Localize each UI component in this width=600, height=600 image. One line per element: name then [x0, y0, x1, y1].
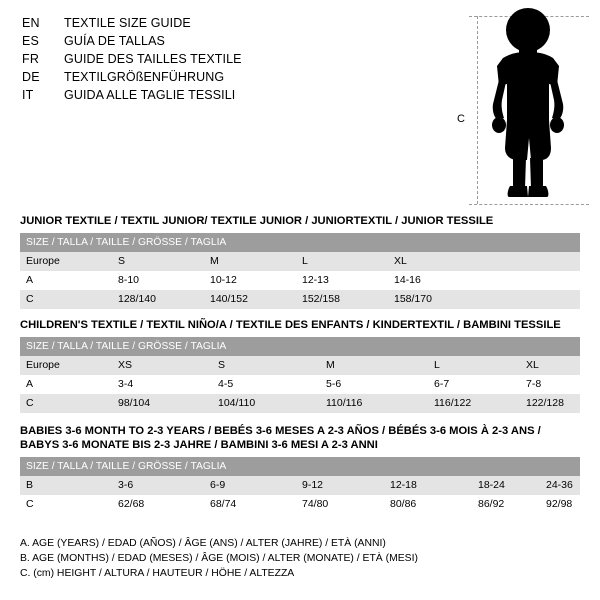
- cell: 6-7: [428, 375, 520, 394]
- cell: 12-13: [296, 271, 388, 290]
- table-row: [20, 476, 580, 495]
- table-row: [20, 356, 580, 375]
- cell: 62/68: [112, 495, 204, 514]
- title-row: [22, 68, 442, 86]
- cell: L: [428, 356, 520, 375]
- cell: A: [20, 375, 112, 394]
- table-header-row: [20, 233, 580, 252]
- title-text: TEXTILE SIZE GUIDE: [64, 16, 191, 30]
- cell: 128/140: [112, 290, 204, 309]
- table-row: [20, 290, 580, 309]
- cell: 12-18: [384, 476, 472, 495]
- cell: XL: [388, 252, 580, 271]
- table-header-label: SIZE / TALLA / TAILLE / GRÖSSE / TAGLIA: [20, 457, 580, 476]
- cell: S: [212, 356, 320, 375]
- cell: 3-4: [112, 375, 212, 394]
- table-header-label: SIZE / TALLA / TAILLE / GRÖSSE / TAGLIA: [20, 233, 580, 252]
- cell: M: [320, 356, 428, 375]
- child-silhouette-icon: [473, 8, 583, 203]
- cell: 140/152: [204, 290, 296, 309]
- table-row: [20, 375, 580, 394]
- cell: 14-16: [388, 271, 580, 290]
- cell: C: [20, 495, 112, 514]
- table-header-label: SIZE / TALLA / TAILLE / GRÖSSE / TAGLIA: [20, 337, 580, 356]
- table-header-row: [20, 337, 580, 356]
- cell: 3-6: [112, 476, 204, 495]
- section-junior-textile: [20, 214, 580, 309]
- title-block: [22, 14, 442, 104]
- title-lang-code: DE: [22, 70, 40, 84]
- section-title: JUNIOR TEXTILE / TEXTIL JUNIOR/ TEXTILE JUNIOR / JUNIORTEXTIL / JUNIOR TESSILE: [20, 215, 494, 227]
- cell: 116/122: [428, 394, 520, 413]
- title-row: [22, 50, 442, 68]
- size-table-babies: [20, 457, 580, 514]
- height-measure-label: C: [457, 113, 465, 125]
- cell: 10-12: [204, 271, 296, 290]
- footnote-a: A. AGE (YEARS) / EDAD (AÑOS) / ÂGE (ANS) / ALTER (JAHRE) / ETÀ (ANNI): [20, 538, 386, 549]
- cell: XS: [112, 356, 212, 375]
- table-row: [20, 252, 580, 271]
- cell: 80/86: [384, 495, 472, 514]
- cell: 8-10: [112, 271, 204, 290]
- title-lang-code: EN: [22, 16, 40, 30]
- measurement-figure: [455, 8, 590, 198]
- title-row: [22, 14, 442, 32]
- cell: 9-12: [296, 476, 384, 495]
- cell: 110/116: [320, 394, 428, 413]
- cell: 7-8: [520, 375, 580, 394]
- cell: C: [20, 394, 112, 413]
- title-text: GUIDA ALLE TAGLIE TESSILI: [64, 88, 236, 102]
- table-header-row: [20, 457, 580, 476]
- footnote-c: C. (cm) HEIGHT / ALTURA / HAUTEUR / HÖHE / ALTEZZA: [20, 568, 295, 579]
- title-lang-code: FR: [22, 52, 40, 66]
- table-row: [20, 495, 580, 514]
- title-lang-code: IT: [22, 88, 34, 102]
- cell: B: [20, 476, 112, 495]
- footnotes: [20, 536, 418, 581]
- cell: A: [20, 271, 112, 290]
- cell: XL: [520, 356, 580, 375]
- size-table-children: [20, 337, 580, 413]
- cell: Europe: [20, 356, 112, 375]
- cell: 152/158: [296, 290, 388, 309]
- cell: 158/170: [388, 290, 580, 309]
- title-row: [22, 32, 442, 50]
- cell: 98/104: [112, 394, 212, 413]
- footnote-b: B. AGE (MONTHS) / EDAD (MESES) / ÂGE (MOIS) / ALTER (MONATE) / ETÀ (MESI): [20, 553, 418, 564]
- section-childrens-textile: [20, 318, 580, 413]
- cell: M: [204, 252, 296, 271]
- title-text: GUÍA DE TALLAS: [64, 34, 165, 48]
- cell: S: [112, 252, 204, 271]
- table-row: [20, 394, 580, 413]
- cell: 104/110: [212, 394, 320, 413]
- cell: Europe: [20, 252, 112, 271]
- cell: C: [20, 290, 112, 309]
- cell: 24-36: [540, 476, 580, 495]
- title-text: TEXTILGRÖßENFÜHRUNG: [64, 70, 225, 84]
- section-babies-textile: [20, 424, 580, 514]
- cell: 18-24: [472, 476, 540, 495]
- cell: 86/92: [472, 495, 540, 514]
- cell: 68/74: [204, 495, 296, 514]
- cell: 4-5: [212, 375, 320, 394]
- section-title: BABIES 3-6 MONTH TO 2-3 YEARS / BEBÉS 3-6 MESES A 2-3 AÑOS / BÉBÉS 3-6 MOIS À 2-3 ANS / BABYS 3-6 MONATE BIS 2-3 JAHRE / BAMBINI 3-6 MESI A 2-3 ANNI: [20, 425, 541, 451]
- title-row: [22, 86, 442, 104]
- size-table-junior: [20, 233, 580, 309]
- title-lang-code: ES: [22, 34, 40, 48]
- height-guide-bottom-line: [469, 204, 589, 205]
- cell: L: [296, 252, 388, 271]
- cell: 92/98: [540, 495, 580, 514]
- cell: 6-9: [204, 476, 296, 495]
- section-title: CHILDREN'S TEXTILE / TEXTIL NIÑO/A / TEXTILE DES ENFANTS / KINDERTEXTIL / BAMBINI TESSILE: [20, 319, 561, 331]
- title-text: GUIDE DES TAILLES TEXTILE: [64, 52, 242, 66]
- table-row: [20, 271, 580, 290]
- cell: 122/128: [520, 394, 580, 413]
- cell: 74/80: [296, 495, 384, 514]
- cell: 5-6: [320, 375, 428, 394]
